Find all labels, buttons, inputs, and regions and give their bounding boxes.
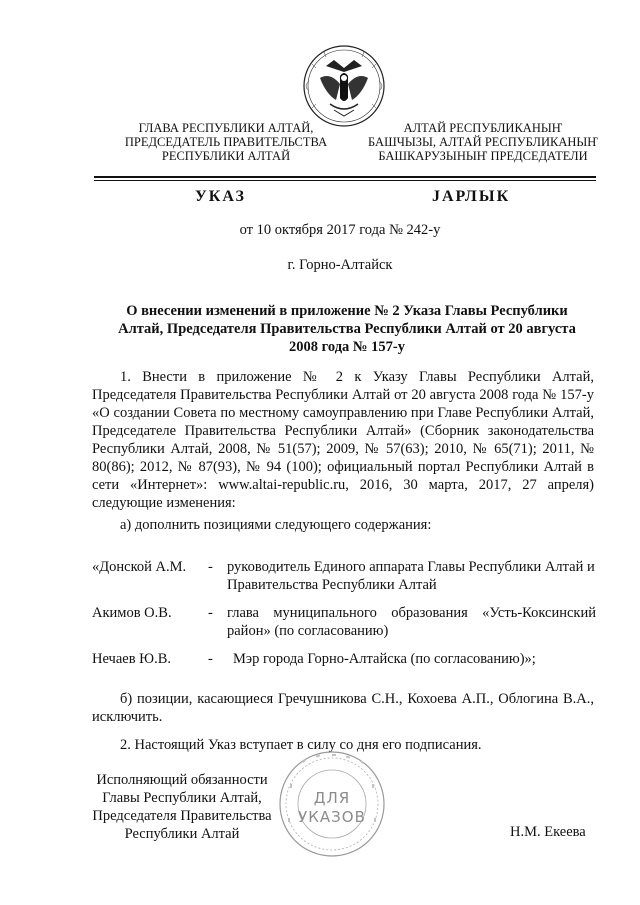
title-jarlyk: JАРЛЫК [432, 188, 511, 205]
header-left-line: ГЛАВА РЕСПУБЛИКИ АЛТАЙ, [138, 121, 314, 135]
signature-title-line: Республики Алтай [124, 826, 240, 842]
official-stamp [276, 748, 388, 860]
position-dash: - [208, 559, 213, 575]
header-right-line: АЛТАЙ РЕСПУБЛИКАНЫҤ [403, 121, 563, 135]
position-name: Акимов О.В. [92, 605, 172, 621]
position-description: руководитель Единого аппарата Главы Республики Алтай и Правительства Республики Алтай [227, 559, 595, 593]
coat-of-arms-emblem [300, 42, 388, 130]
header-right-block [358, 121, 608, 163]
title-ukaz: УКАЗ [195, 188, 246, 205]
paragraph-2: 2. Настоящий Указ вступает в силу со дня его подписания. [120, 737, 482, 753]
header-left-line: РЕСПУБЛИКИ АЛТАЙ [161, 149, 291, 163]
position-description: глава муниципального образования «Усть-Коксинский район» (по согласованию) [227, 605, 596, 639]
signature-title-line: Председателя Правительства [92, 808, 272, 824]
decree-subject: О внесении изменений в приложение № 2 Указа Главы Республики Алтай, Председателя Правительства Республики Алтай от 20 августа 2008 года № 157-у [118, 303, 576, 355]
header-left-line: ПРЕДСЕДАТЕЛЬ ПРАВИТЕЛЬСТВА [124, 135, 328, 149]
stamp-text-line1: ДЛЯ [313, 789, 351, 807]
header-divider-thick [94, 176, 596, 178]
header-right-line: БАШКАРУЗЫНЫҤ ПРЕДСЕДАТЕЛИ [378, 149, 588, 163]
header-right-line: БАШЧЫЗЫ, АЛТАЙ РЕСПУБЛИКАНЫҤ [368, 135, 598, 149]
paragraph-1: 1. Внести в приложение № 2 к Указу Главы Республики Алтай, Председателя Правительства Республики Алтай от 20 августа 2008 года № 157-у «О создании Совета по местному самоуправлению при Главе Республики Алтай, Председателе Правительства Республики Алтай» (Сборник законодательства Республики Алтай, 2008, № 51(57); 2009, № 57(63); 2010, № 65(71); 2011, № 80(86); 2012, № 87(93), № 94 (100); официальный портал Республики Алтай в сети «Интернет»: www.altai-republic.ru, 2016, 30 марта, 2017, 27 апреля) следующие изменения: [92, 369, 594, 511]
signature-title-line: Исполняющий обязанности [96, 772, 268, 788]
decree-date: от 10 октября 2017 года № 242-у [239, 222, 441, 238]
signature-title-line: Главы Республики Алтай, [102, 790, 262, 806]
position-dash: - [208, 605, 213, 621]
position-name: Нечаев Ю.В. [92, 651, 172, 667]
position-dash: - [208, 651, 213, 667]
item-a: а) дополнить позициями следующего содержания: [120, 517, 432, 533]
stamp-text-line2: УКАЗОВ [298, 808, 366, 826]
item-b: б) позиции, касающиеся Гречушникова С.Н., Кохоева А.П., Облогина В.А., исключить. [92, 691, 594, 725]
header-divider-thin [94, 180, 596, 181]
signer-name: Н.М. Екеева [510, 824, 586, 840]
decree-city: г. Горно-Алтайск [287, 257, 393, 273]
position-name: «Донской А.М. [92, 559, 187, 575]
signature-title [86, 771, 278, 843]
position-description: Мэр города Горно-Алтайска (по согласованию)»; [233, 651, 536, 667]
header-left-block [112, 121, 340, 163]
